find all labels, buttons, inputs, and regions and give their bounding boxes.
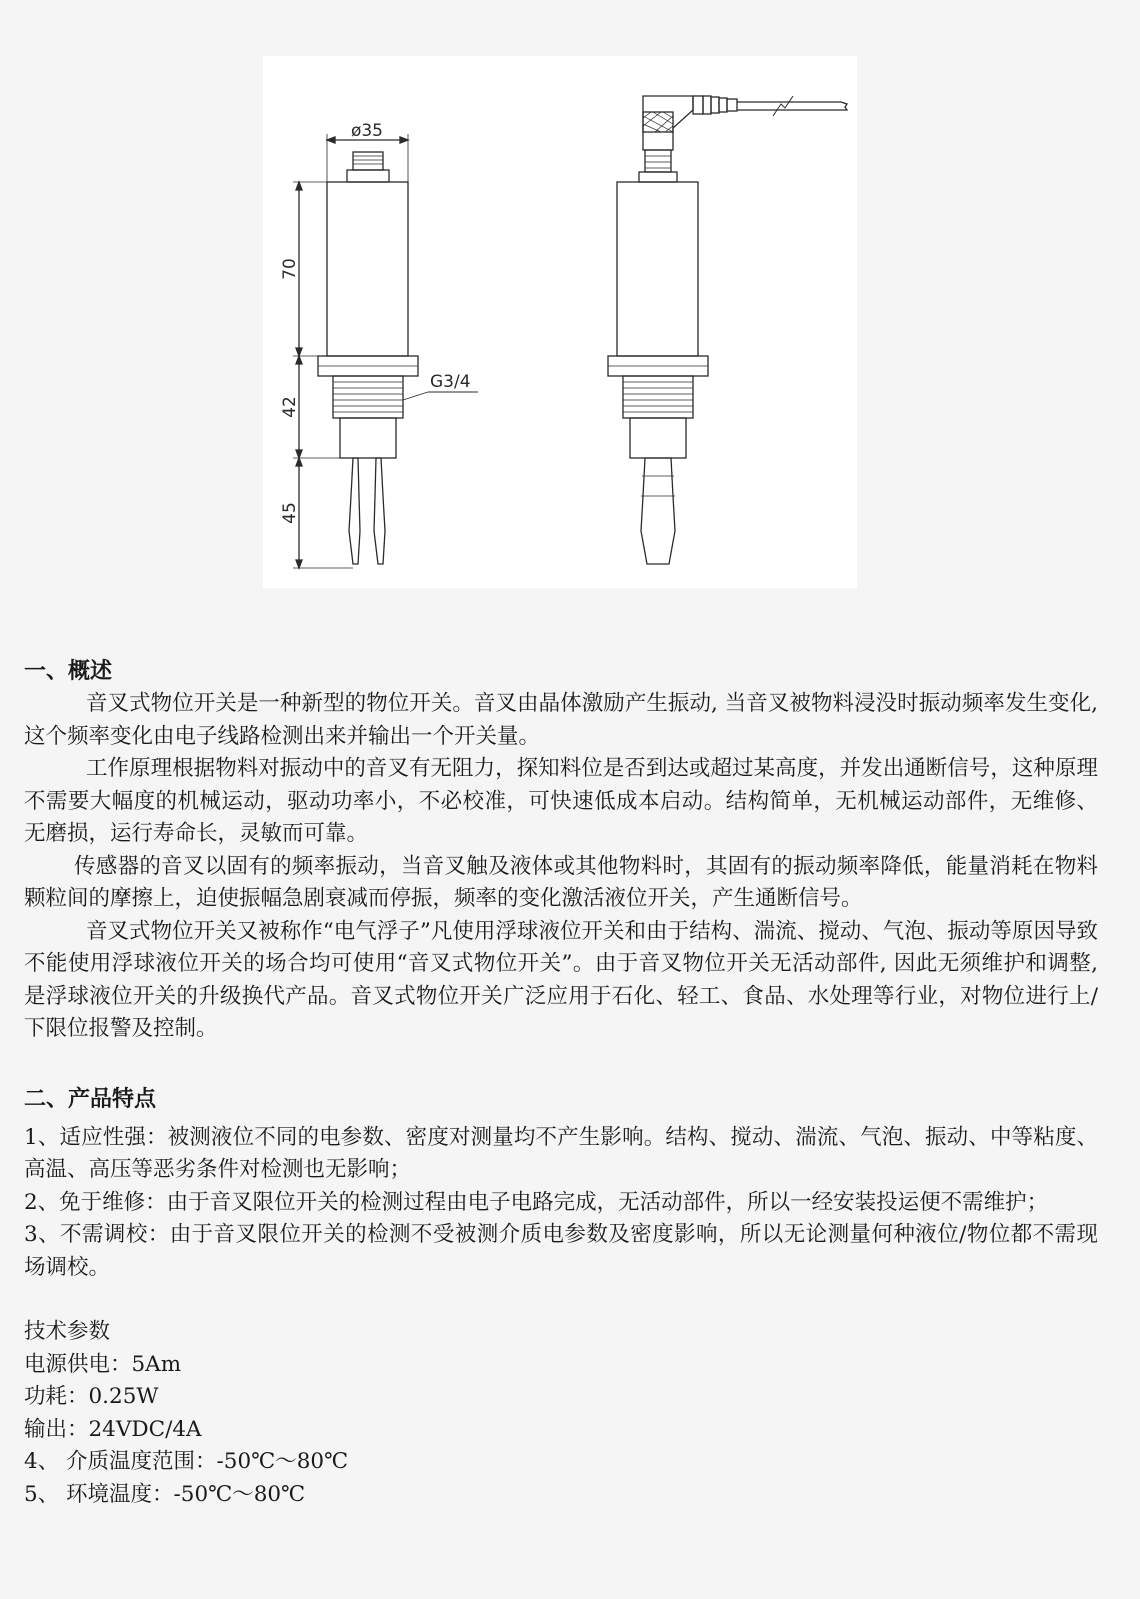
document-body <box>24 656 1098 1511</box>
fork-length-label: 45 <box>280 502 300 524</box>
right-view <box>608 96 847 564</box>
spec-line-power-supply: 电源供电：5Am <box>24 1351 182 1377</box>
overview-paragraph-2: 工作原理根据物料对振动中的音叉有无阻力，探知料位是否到达或超过某高度，并发出通断信号，这种原理不需要大幅度的机械运动，驱动功率小，不必校准，可快速低成本启动。结构简单，无机械运动部件，无维修、无磨损，运行寿命长，灵敏而可靠。 <box>24 756 1098 846</box>
spec-line-output: 输出：24VDC/4A <box>24 1416 202 1442</box>
section-features-title: 二、产品特点 <box>24 1086 157 1112</box>
body-length-label: 70 <box>280 258 300 280</box>
diameter-label: ø35 <box>350 121 384 141</box>
thread-length-label: 42 <box>280 396 300 418</box>
feature-item-2: 2、免于维修：由于音叉限位开关的检测过程由电子电路完成，无活动部件，所以一经安装投运便不需维护； <box>24 1189 1049 1215</box>
spec-line-ambient-temperature: 5、 环境温度：-50℃～80℃ <box>24 1481 306 1507</box>
section-overview-title: 一、概述 <box>24 659 113 684</box>
feature-item-1: 1、适应性强：被测液位不同的电参数、密度对测量均不产生影响。结构、搅动、湍流、气泡、振动、中等粘度、高温、高压等恶劣条件对检测也无影响； <box>24 1124 1098 1182</box>
dimension-drawing <box>263 56 857 588</box>
specs-title: 技术参数 <box>24 1319 111 1344</box>
thread-spec-label: G3/4 <box>430 372 471 392</box>
spec-line-power-consumption: 功耗：0.25W <box>24 1384 159 1409</box>
drawing-svg <box>263 56 857 588</box>
overview-paragraph-4: 音叉式物位开关又被称作“电气浮子”凡使用浮球液位开关和由于结构、湍流、搅动、气泡、振动等原因导致不能使用浮球液位开关的场合均可使用“音叉式物位开关”。由于音叉物位开关无活动部件, 因此无须维护和调整, 是浮球液位开关的升级换代产品。音叉式物位开关广泛应用于石化、轻工、食品、水处理等行业，对物位进行上/下限位报警及控制。 <box>24 918 1098 1041</box>
left-view <box>280 121 478 568</box>
feature-item-3: 3、不需调校：由于音叉限位开关的检测不受被测介质电参数及密度影响，所以无论测量何种液位/物位都不需现场调校。 <box>24 1222 1098 1280</box>
spec-line-medium-temperature: 4、 介质温度范围：-50℃～80℃ <box>24 1449 349 1474</box>
overview-paragraph-3: 传感器的音叉以固有的频率振动，当音叉触及液体或其他物料时，其固有的振动频率降低，能量消耗在物料颗粒间的摩擦上，迫使振幅急剧衰减而停振，频率的变化激活液位开关，产生通断信号。 <box>24 853 1098 911</box>
overview-paragraph-1: 音叉式物位开关是一种新型的物位开关。音叉由晶体激励产生振动, 当音叉被物料浸没时振动频率发生变化, 这个频率变化由电子线路检测出来并输出一个开关量。 <box>24 691 1098 749</box>
